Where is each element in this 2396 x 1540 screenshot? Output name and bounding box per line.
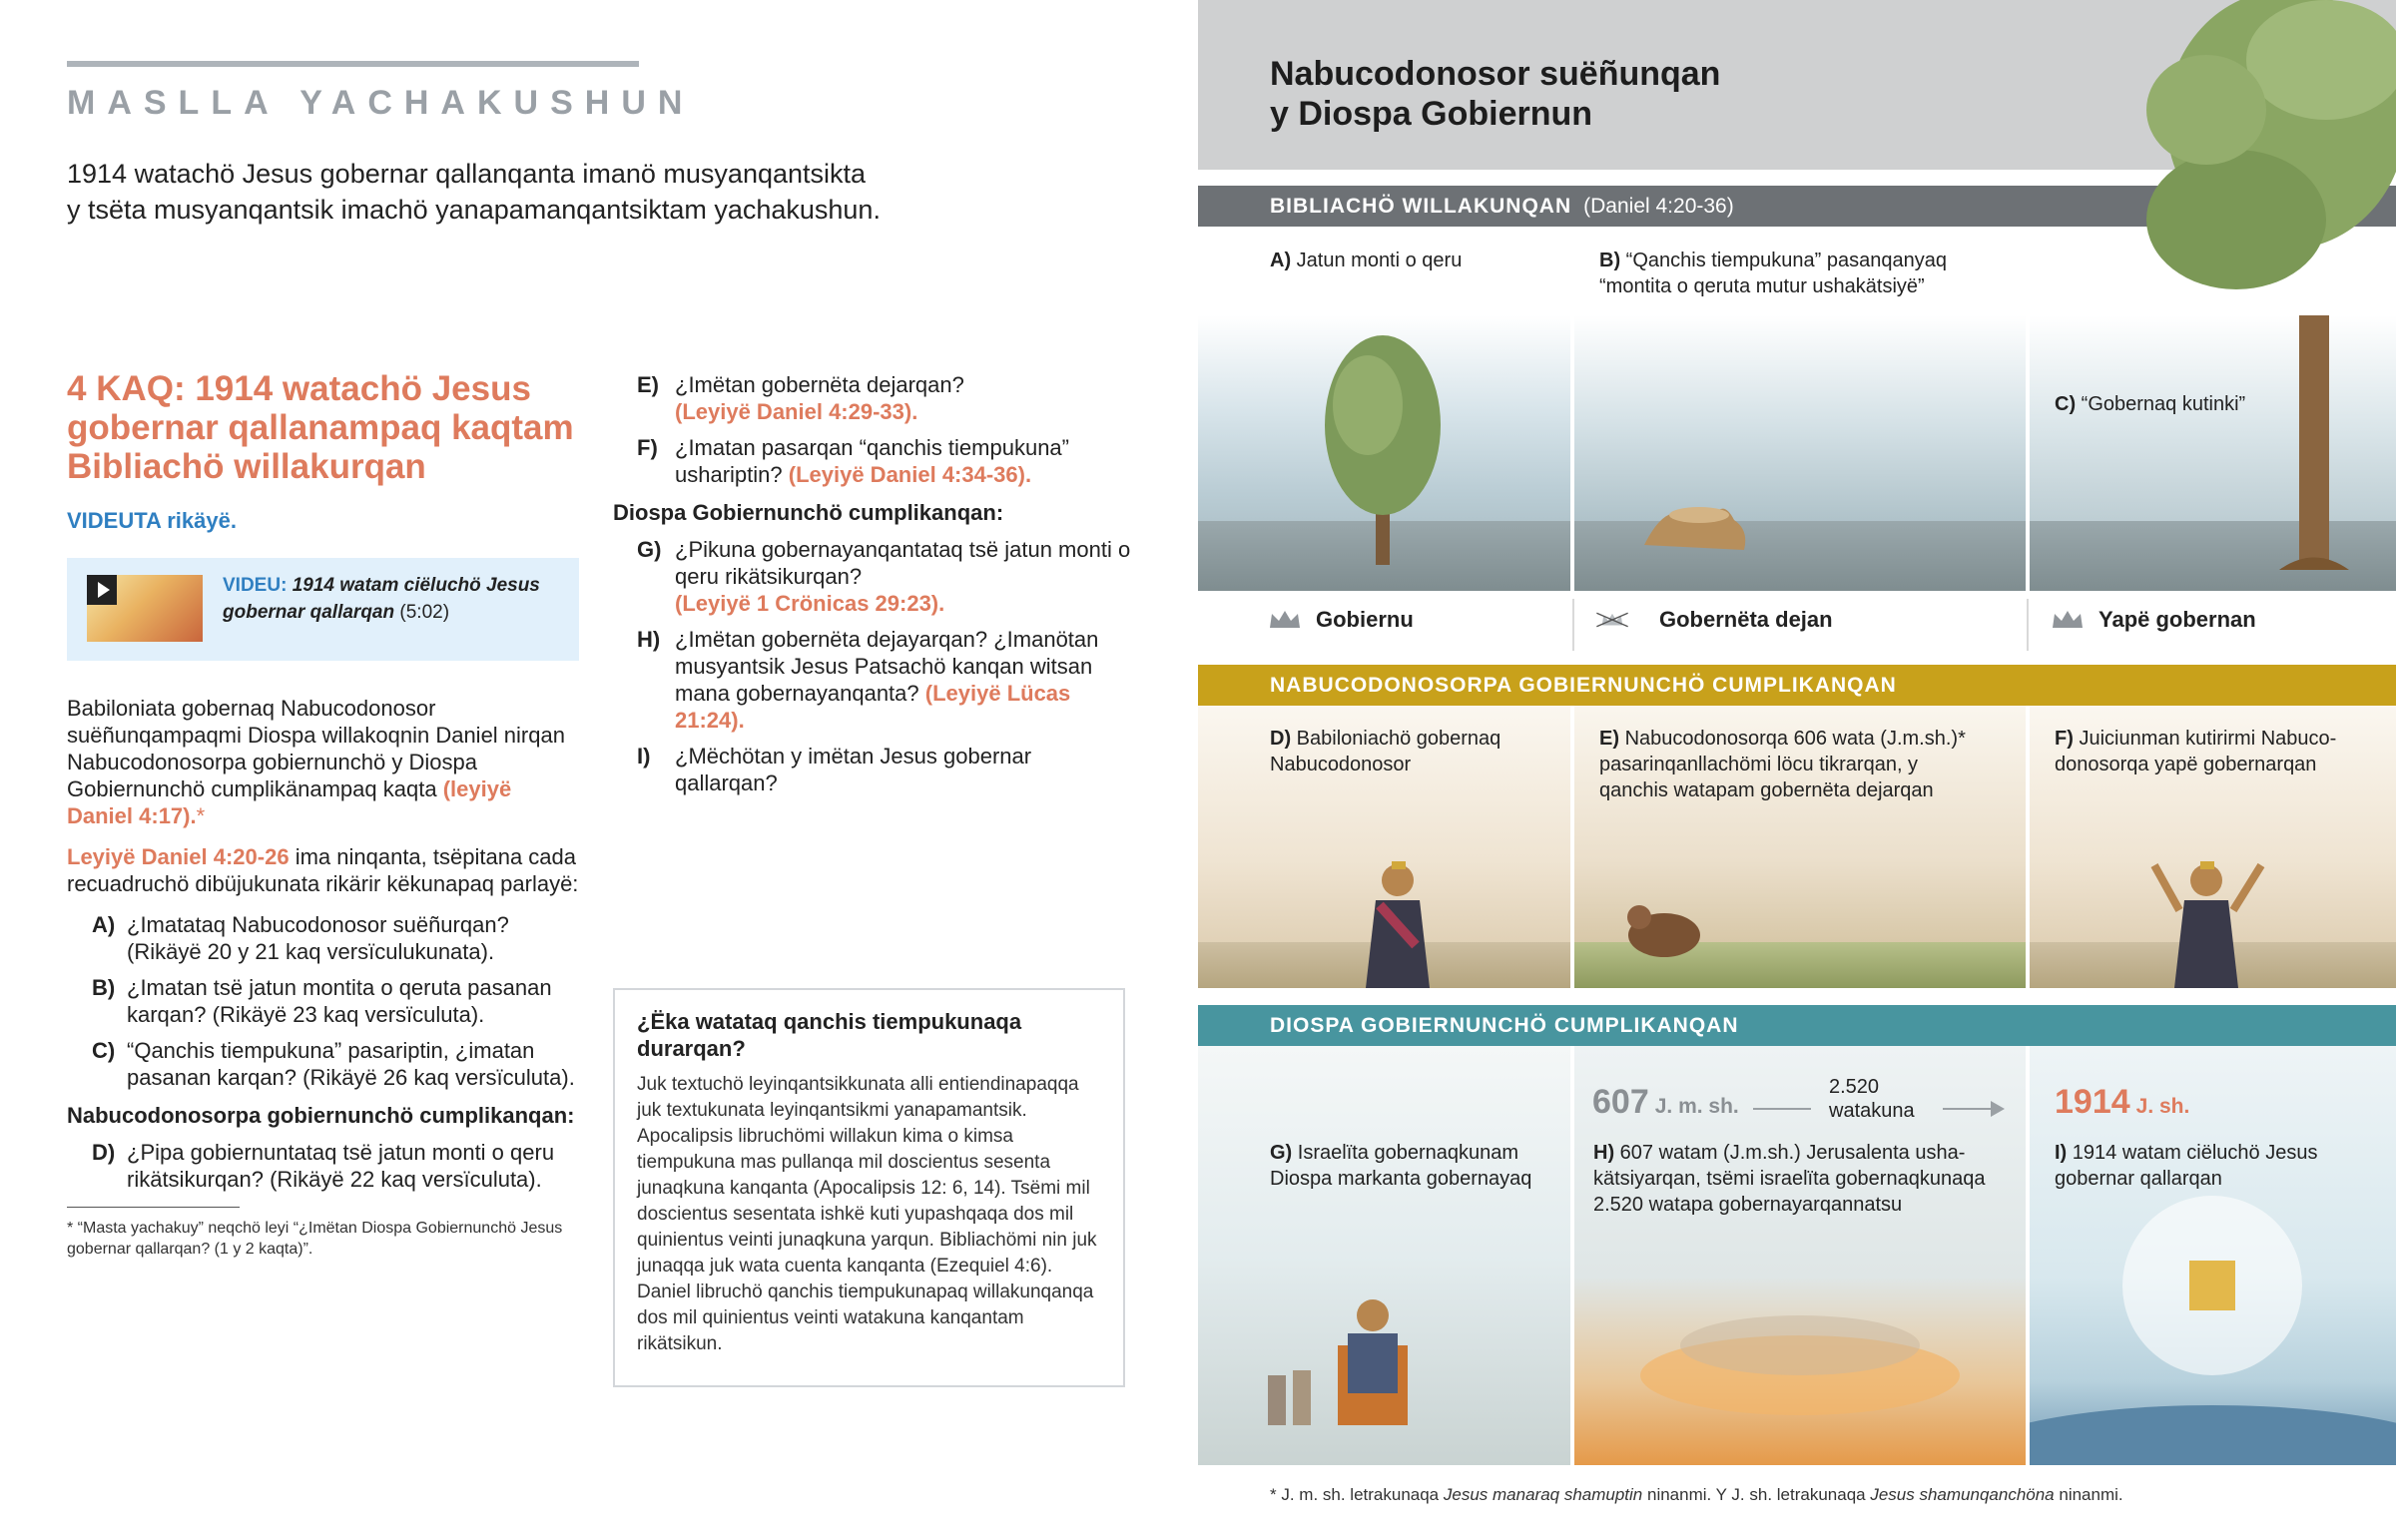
caption-c: C) “Gobernaq kutinki” [2055, 393, 2246, 415]
question-text: ¿Imëtan gobernëta dejarqan? [675, 372, 964, 397]
question-a [67, 911, 581, 965]
scripture-link[interactable]: (Leyiyë Lücas 21:24). [675, 681, 1071, 733]
video-thumbnail[interactable] [87, 575, 203, 642]
question-text: ¿Pipa gobiernuntataq tsë jatun monti o qeru rikätsikurqan? (Rikäyë 22 kaq versïculuta). [127, 1140, 555, 1192]
caption-a: A) Jatun monti o qeru [1270, 250, 1463, 271]
scripture-link[interactable]: (Leyiyë Daniel 4:29-33). [675, 399, 918, 424]
label-yapë-gobernan: Yapë gobernan [2051, 607, 2256, 633]
divider [2027, 599, 2029, 651]
question-letter: A) [92, 912, 116, 937]
question-h [613, 626, 1132, 734]
scripture-link[interactable]: (Leyiyë Daniel 4:34-36). [788, 462, 1032, 487]
paragraph-1-text: Babiloniata gobernaq Nabucodonosor suëñunqampaqmi Diospa willakoqnin Daniel nirqan Nabucodonosorpa gobiernunchö y Diospa Gobiernunchö cumplikänampaq kaqta [67, 696, 565, 801]
question-text: ¿Mëchötan y imëtan Jesus gobernar qallarqan? [675, 744, 1032, 795]
question-letter: I) [637, 744, 651, 769]
middle-column [613, 371, 1132, 805]
sidebar-box [613, 988, 1125, 1387]
paragraph-2-text: ima ninqanta, tsëpitana cada recuadruchö dibüjukunata rikärir këkunapaq parlayë: [67, 844, 579, 896]
timeline-arrow [1943, 1108, 1993, 1110]
tree-canopy-icon [2057, 0, 2396, 329]
scripture-link[interactable]: (leyiyë Daniel 4:17). [67, 776, 512, 828]
crown-icon [2051, 608, 2085, 632]
footnote-marker[interactable]: * [196, 803, 206, 828]
question-d [67, 1139, 581, 1193]
top-rule [67, 61, 639, 67]
timeline-line [1753, 1108, 1811, 1110]
illustration-regrown-tree [2030, 315, 2396, 591]
caption-i: I) 1914 watam ciëluchö Jesus gobernar qallarqan [2055, 1142, 2318, 1190]
box-title: ¿Ëka watataq qanchis tiempukunaqa durarqan? [637, 1009, 1022, 1061]
band-nabucodonosor: NABUCODONOSORPA GOBIERNUNCHÖ CUMPLIKANQAN [1198, 665, 2396, 706]
subheading-diospa: Diospa Gobiernunchö cumplikanqan: [613, 500, 1004, 525]
video-duration: (5:02) [399, 602, 450, 623]
throne-king-icon [1198, 1046, 1570, 1465]
caption-d: D) Babiloniachö gobernaq Nabucodonosor [1270, 728, 1501, 775]
stump-icon [1574, 315, 2026, 591]
intro-text [67, 156, 1005, 228]
question-letter: C) [92, 1038, 116, 1063]
illustration-israelite-king [1198, 1046, 1570, 1465]
question-text: ¿Imatan tsë jatun montita o qeruta pasanan karqan? (Rikäyë 23 kaq versïculuta). [127, 975, 552, 1027]
question-text: ¿Imatataq Nabucodonosor suëñurqan? (Rikäyë 20 y 21 kaq versïculukunata). [127, 912, 509, 964]
right-title [1270, 54, 1720, 134]
question-b [67, 974, 581, 1028]
video-instruction: VIDEUTA rikäyë. [67, 508, 237, 533]
play-icon[interactable] [87, 575, 117, 605]
question-text: ¿Imëtan gobernëta dejayarqan? ¿Imanötan musyantsik Jesus Patsachö kanqan witsan mana gobernayanqanta? [675, 627, 1099, 706]
crossed-crown-icon [1595, 608, 1645, 632]
band-bible-ref: (Daniel 4:20-36) [1583, 195, 1734, 218]
year-607: 607 J. m. sh. [1592, 1083, 1739, 1121]
right-title-line-1: Nabucodonosor suëñunqan [1270, 55, 1721, 93]
big-tree-icon [2030, 315, 2396, 591]
illustration-tree [1198, 315, 1570, 591]
caption-g: G) Israelïta gobernaqkunam Diospa markanta gobernayaq [1270, 1142, 1532, 1190]
question-letter: D) [92, 1140, 116, 1165]
question-g [613, 536, 1132, 617]
question-letter: F) [637, 435, 658, 460]
intro-line-2: y tsëta musyanqantsik imachö yanapamanqantsiktam yachakushun. [67, 195, 881, 225]
caption-h: H) 607 watam (J.m.sh.) Jerusalenta usha- kätsiyarqan, tsëmi israelïta gobernaqkunaqa 2.520 watapa gobernayarqannatsu [1593, 1142, 1986, 1216]
footnote: * “Masta yachakuy” neqchö leyi “¿Imëtan Diospa Gobiernunchö Jesus gobernar qallarqan? (1 y 2 kaqta)”. [67, 1220, 563, 1258]
question-letter: G) [637, 537, 662, 562]
band-diospa: DIOSPA GOBIERNUNCHÖ CUMPLIKANQAN [1198, 1005, 2396, 1046]
video-title[interactable]: 1914 watam ciëluchö Jesus gobernar qallarqan [223, 575, 540, 623]
intro-line-1: 1914 watachö Jesus gobernar qallanqanta imanö musyanqantsikta [67, 159, 867, 189]
lesson-title: 4 KAQ: 1914 watachö Jesus gobernar qallanampaq kaqtam Bibliachö willakurqan [67, 369, 574, 486]
question-letter: E) [637, 372, 659, 397]
scripture-link[interactable]: (Leyiyë 1 Crönicas 29:23). [675, 591, 945, 616]
right-page [1198, 0, 2396, 1540]
divider [1572, 599, 1574, 651]
label-gobiernu: Gobiernu [1268, 607, 1414, 633]
question-c [67, 1037, 581, 1091]
question-text: ¿Imatan pasarqan “qanchis tiempukuna” ushariptin? [675, 435, 1069, 487]
left-column [67, 369, 581, 1260]
footnote-rule [67, 1207, 240, 1208]
label-gobernëta-dejan: Gobernëta dejan [1595, 607, 1833, 633]
right-title-line-2: y Diospa Gobiernun [1270, 95, 1593, 133]
question-text: “Qanchis tiempukuna” pasariptin, ¿imatan pasanan karqan? (Rikäyë 26 kaq versïculuta). [127, 1038, 575, 1090]
paragraph-2 [67, 843, 581, 897]
year-1914: 1914 J. sh. [2055, 1083, 2190, 1121]
question-e [613, 371, 1132, 425]
illustration-stump [1574, 315, 2026, 591]
question-text: ¿Pikuna gobernayanqantataq tsë jatun monti o qeru rikätsikurqan? [675, 537, 1131, 589]
question-letter: B) [92, 975, 116, 1000]
caption-b: B) “Qanchis tiempukuna” pasanqanyaq “montita o qeruta mutur ushakätsiyë” [1599, 250, 1947, 297]
arrow-right-icon [1991, 1101, 2005, 1117]
caption-e: E) Nabucodonosorqa 606 wata (J.m.sh.)* pasarinqanllachömi löcu tikrarqan, y qanchis watapam gobernëta dejarqan [1599, 728, 1966, 801]
question-f [613, 434, 1132, 488]
duration-label: 2.520 watakuna [1829, 1076, 1915, 1122]
section-label: MASLLA YACHAKUSHUN [67, 84, 695, 122]
video-label: VIDEU: [223, 575, 288, 596]
tree-icon [1198, 315, 1570, 591]
status-labels [1198, 595, 2396, 655]
scripture-link[interactable]: Leyiyë Daniel 4:20-26 [67, 844, 290, 869]
subheading-nabucodonosor: Nabucodonosorpa gobiernunchö cumplikanqan: [67, 1103, 575, 1128]
right-footnote: * J. m. sh. letrakunaqa Jesus manaraq shamuptin ninanmi. Y J. sh. letrakunaqa Jesus shamunqanchöna ninanmi. [1270, 1485, 2123, 1504]
question-i [613, 743, 1132, 796]
question-letter: H) [637, 627, 661, 652]
video-info [223, 572, 562, 626]
question-list [67, 911, 581, 1091]
crown-icon [1268, 608, 1302, 632]
band-bible-label: BIBLIACHÖ WILLAKUNQAN [1270, 195, 1572, 218]
box-body: Juk textuchö leyinqantsikkunata alli entiendinapaqqa juk textukunata leyinqantsikmi yanapamantsik. Apocalipsis libruchömi willakun kima o kimsa tiempukuna mas pullanqa mil doscientus sesenta junaqkuna kanqanta (Apocalipsis 12: 6, 14). Tsëmi mil doscientus sesentata ishkë kuti yupashqaqa dos mil quinientus veinti junaqkuna yarqun. Bibliachömi nin juk junaqqa juk wata cuenta kanqanta (Ezequiel 4:6). Daniel libruchö qanchis tiempukunapaq willakunqanqa dos mil quinientus veinti watakuna kanqantam rikätsikun. [637, 1074, 1097, 1354]
paragraph-1 [67, 695, 581, 829]
video-card[interactable] [67, 558, 579, 661]
caption-f: F) Juiciunman kutirirmi Nabuco- donosorqa yapë gobernarqan [2055, 728, 2337, 775]
